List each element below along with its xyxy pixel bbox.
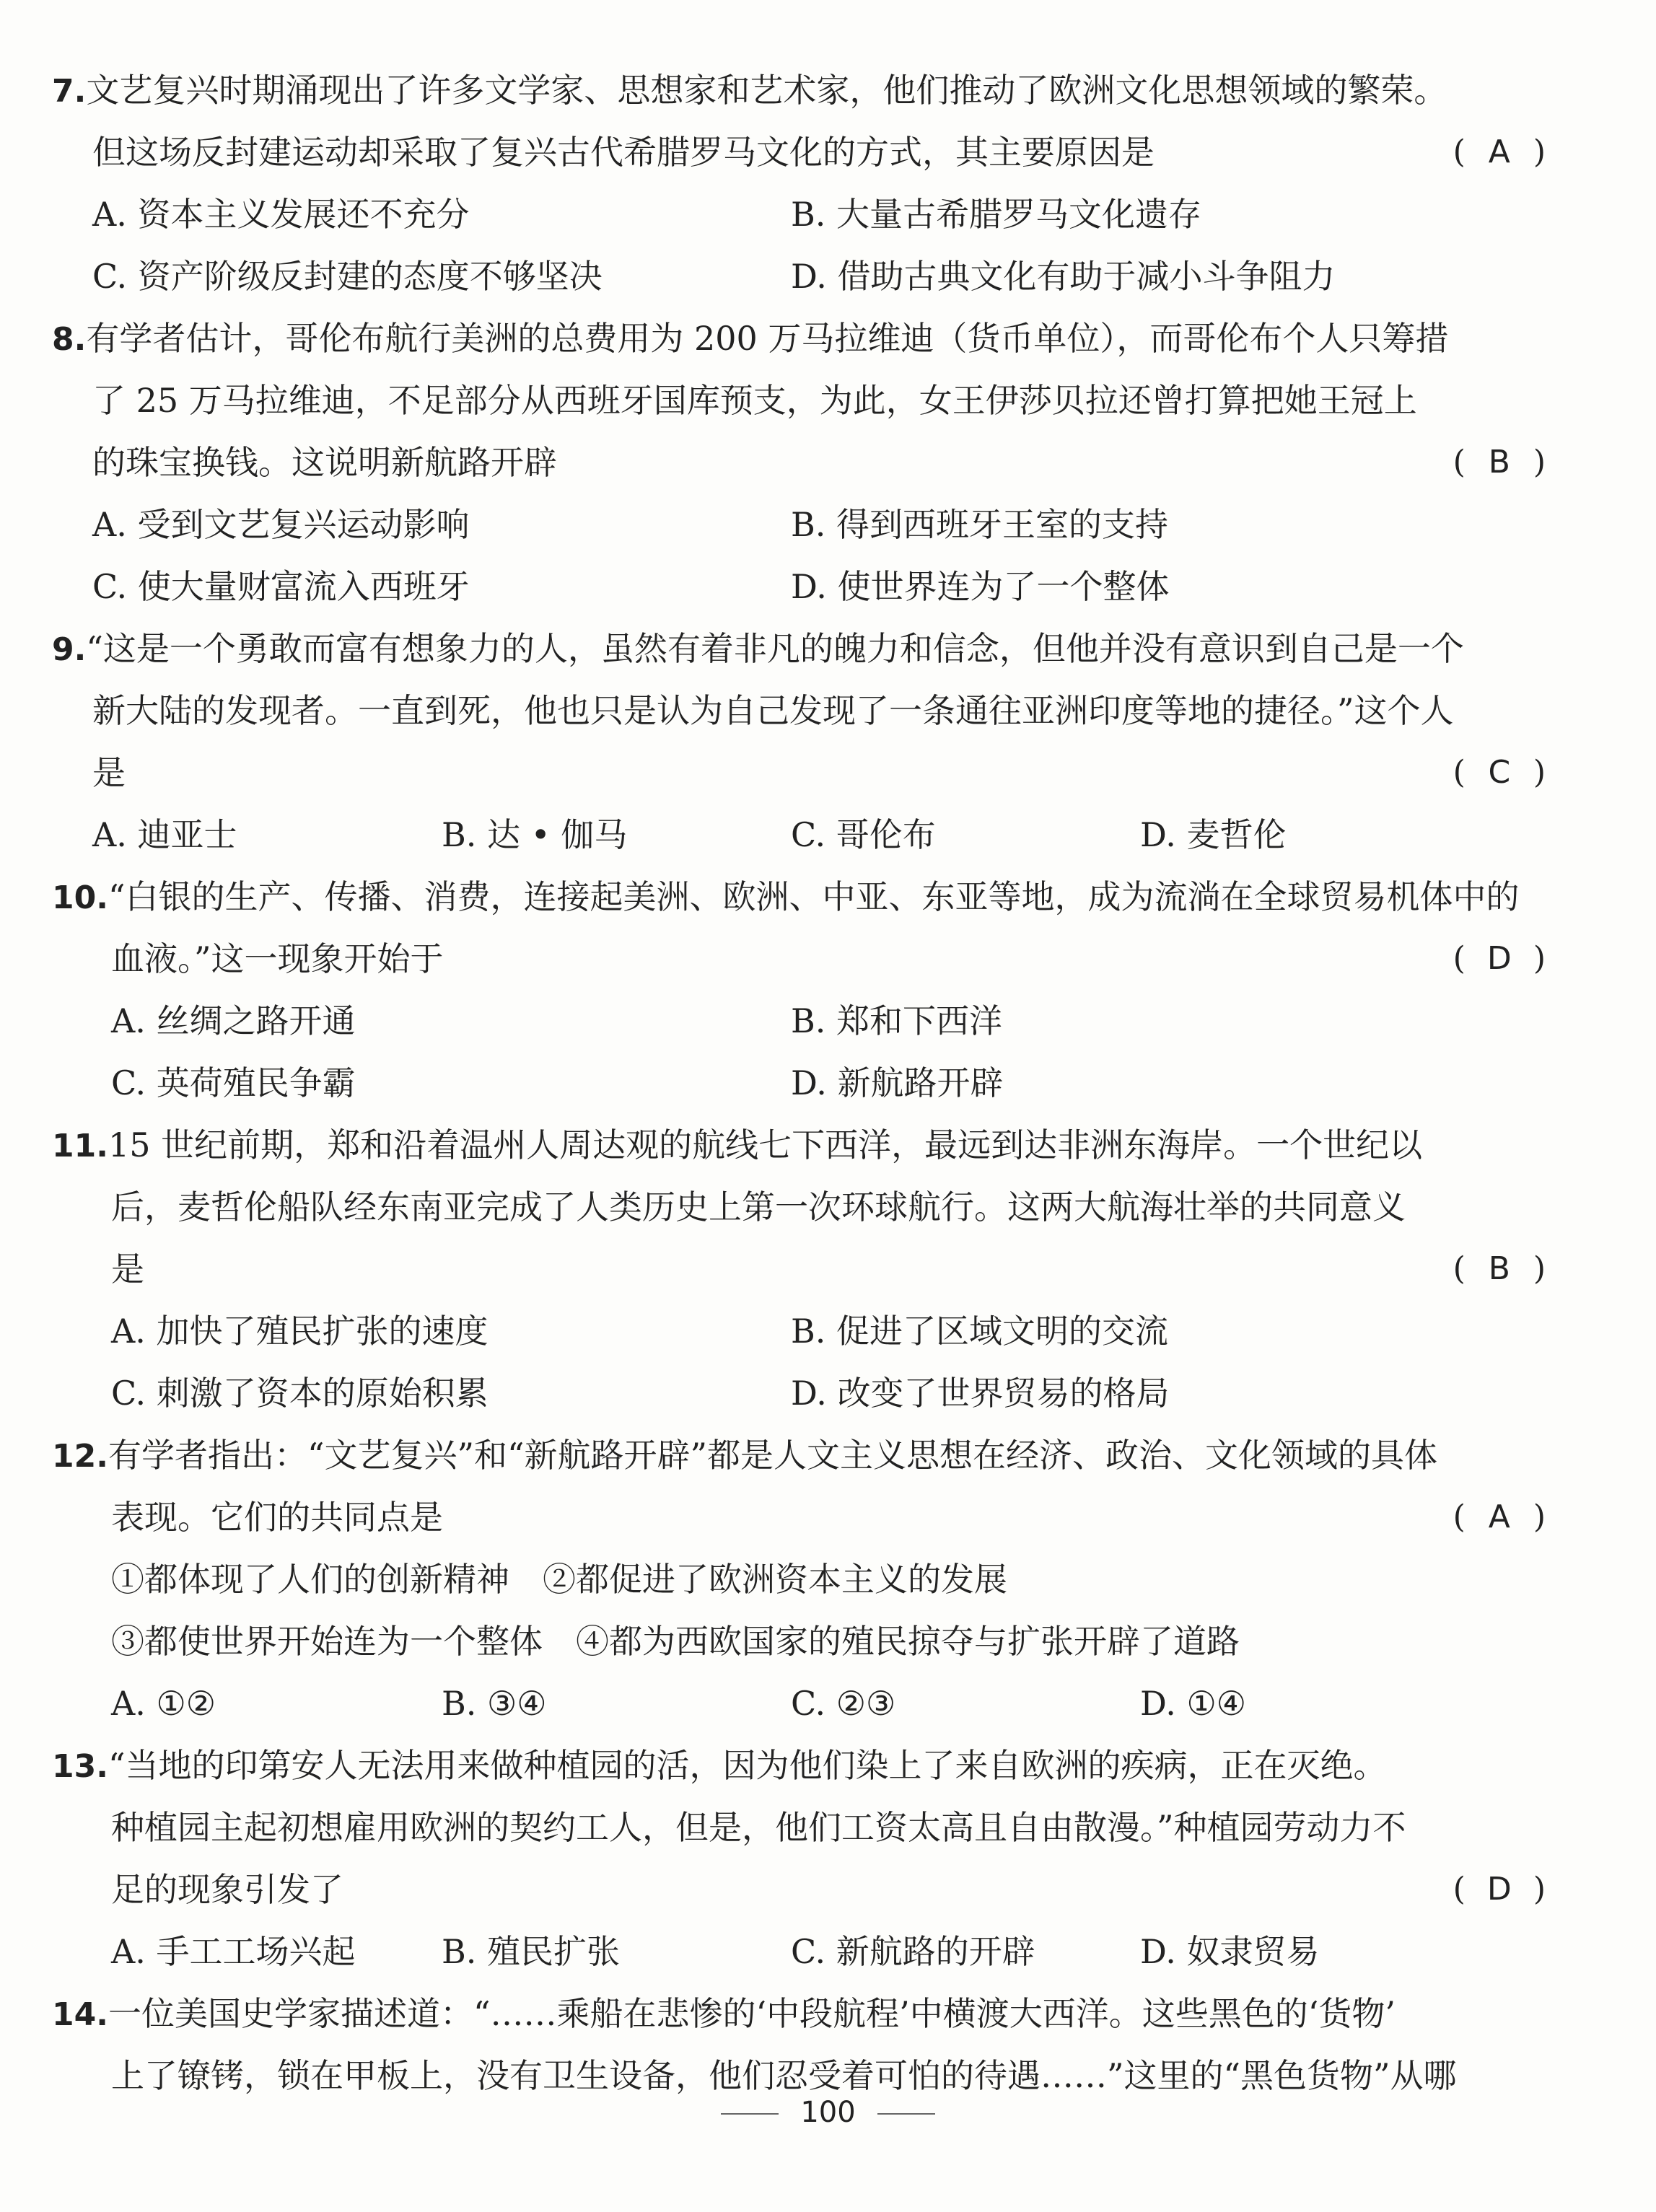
options-row xyxy=(111,990,1553,1052)
option-a: A. 迪亚士 xyxy=(92,815,237,854)
statement-line: ①都体现了人们的创新精神 ②都促进了欧洲资本主义的发展 xyxy=(111,1560,1007,1599)
question-text: 足的现象引发了 xyxy=(111,1870,343,1909)
question-number: 12. xyxy=(52,1438,108,1475)
question-text: 新大陆的发现者。一直到死，他也只是认为自己发现了一条通往亚洲印度等地的捷径。”这个人 xyxy=(92,691,1454,730)
options-row xyxy=(111,1672,1553,1734)
answer-value: B xyxy=(1488,444,1512,480)
question-text: 了 25 万马拉维迪，不足部分从西班牙国库预支，为此，女王伊莎贝拉还曾打算把她王冠上 xyxy=(92,381,1417,420)
answer-bracket: ( D ) xyxy=(1447,1858,1553,1921)
question-text: 后，麦哲伦船队经东南亚完成了人类历史上第一次环球航行。这两大航海壮举的共同意义 xyxy=(111,1188,1406,1226)
option-a: A. 加快了殖民扩张的速度 xyxy=(111,1312,489,1351)
option-d: D. 麦哲伦 xyxy=(1140,815,1287,854)
question-text: 有学者指出：“文艺复兴”和“新航路开辟”都是人文主义思想在经济、政治、文化领域的具体 xyxy=(108,1436,1438,1475)
option-c: C. 资产阶级反封建的态度不够坚决 xyxy=(92,257,603,296)
question-text: 上了镣铐，锁在甲板上，没有卫生设备，他们忍受着可怕的待遇……”这里的“黑色货物”从哪 xyxy=(111,2056,1457,2095)
option-b: B. 促进了区域文明的交流 xyxy=(791,1312,1169,1351)
question-line xyxy=(52,680,1553,742)
question-number: 13. xyxy=(52,1748,108,1785)
question-11 xyxy=(52,1114,1553,1424)
option-a: A. 丝绸之路开通 xyxy=(111,1001,356,1040)
option-c: C. ②③ xyxy=(791,1684,896,1723)
question-text: 种植园主起初想雇用欧洲的契约工人，但是，他们工资太高且自由散漫。”种植园劳动力不 xyxy=(111,1808,1406,1847)
answer-value: D xyxy=(1486,1871,1513,1908)
question-line xyxy=(52,1424,1553,1486)
option-d: D. ①④ xyxy=(1140,1684,1246,1723)
option-a: A. ①② xyxy=(111,1684,216,1723)
question-text: 有学者估计，哥伦布航行美洲的总费用为 200 万马拉维迪（货币单位），而哥伦布个人只筹措 xyxy=(86,319,1449,358)
question-line xyxy=(52,742,1553,804)
question-number: 8. xyxy=(52,321,87,358)
option-c: C. 英荷殖民争霸 xyxy=(111,1063,356,1102)
question-line xyxy=(52,1734,1553,1796)
option-d: D. 借助古典文化有助于减小斗争阻力 xyxy=(791,257,1336,296)
question-7 xyxy=(52,59,1553,307)
question-line xyxy=(52,1238,1553,1300)
question-text: 一位美国史学家描述道：“……乘船在悲惨的‘中段航程’中横渡大西洋。这些黑色的‘货物’ xyxy=(108,1994,1396,2033)
footer-rule-right xyxy=(877,2113,935,2115)
answer-bracket: ( A ) xyxy=(1447,1486,1553,1548)
option-c: C. 哥伦布 xyxy=(791,815,936,854)
question-line xyxy=(52,369,1553,431)
question-number: 11. xyxy=(52,1128,108,1164)
options-row xyxy=(92,804,1553,866)
options-row xyxy=(111,1052,1553,1114)
answer-bracket: ( C ) xyxy=(1447,742,1553,804)
answer-value: B xyxy=(1488,1250,1512,1287)
question-text: 但这场反封建运动却采取了复兴古代希腊罗马文化的方式，其主要原因是 xyxy=(92,133,1155,172)
footer-rule-left xyxy=(721,2113,779,2115)
options-row xyxy=(111,1921,1553,1983)
option-d: D. 新航路开辟 xyxy=(791,1063,1004,1102)
question-line xyxy=(52,866,1553,928)
question-line xyxy=(52,121,1553,183)
answer-value: A xyxy=(1488,133,1512,170)
option-d: D. 奴隶贸易 xyxy=(1140,1932,1320,1971)
option-c: C. 使大量财富流入西班牙 xyxy=(92,567,470,606)
question-text: 是 xyxy=(92,753,126,792)
question-line xyxy=(52,431,1553,493)
question-number: 10. xyxy=(52,879,108,916)
option-c: C. 新航路的开辟 xyxy=(791,1932,1035,1971)
question-text: 是 xyxy=(111,1250,144,1289)
answer-value: D xyxy=(1486,940,1513,977)
question-line xyxy=(52,1858,1553,1921)
question-number: 7. xyxy=(52,73,87,110)
question-14 xyxy=(52,1983,1553,2107)
option-b: B. 得到西班牙王室的支持 xyxy=(791,505,1169,544)
options-row xyxy=(111,1362,1553,1424)
answer-bracket: ( A ) xyxy=(1447,121,1553,183)
option-b: B. 大量古希腊罗马文化遗存 xyxy=(791,195,1202,234)
question-line xyxy=(52,1983,1553,2045)
question-line xyxy=(52,1114,1553,1176)
statement-line: ③都使世界开始连为一个整体 ④都为西欧国家的殖民掠夺与扩张开辟了道路 xyxy=(111,1622,1240,1661)
option-c: C. 刺激了资本的原始积累 xyxy=(111,1374,489,1413)
question-line xyxy=(52,1796,1553,1858)
option-a: A. 受到文艺复兴运动影响 xyxy=(92,505,470,544)
option-b: B. 殖民扩张 xyxy=(442,1932,621,1971)
question-number: 9. xyxy=(52,631,87,668)
question-number: 14. xyxy=(52,1996,108,2033)
question-line xyxy=(52,1176,1553,1238)
question-text: 血液。”这一现象开始于 xyxy=(111,939,444,978)
option-d: D. 使世界连为了一个整体 xyxy=(791,567,1170,606)
options-row xyxy=(92,183,1553,245)
question-line xyxy=(52,928,1553,990)
question-text: “白银的生产、传播、消费，连接起美洲、欧洲、中亚、东亚等地，成为流淌在全球贸易机体中的 xyxy=(108,877,1520,916)
answer-value: C xyxy=(1488,754,1512,791)
question-line xyxy=(52,1486,1553,1548)
page-footer xyxy=(0,2096,1656,2129)
option-b: B. ③④ xyxy=(442,1684,547,1723)
answer-bracket: ( B ) xyxy=(1447,1238,1553,1300)
question-text: 表现。它们的共同点是 xyxy=(111,1498,443,1537)
question-8 xyxy=(52,307,1553,618)
options-row xyxy=(92,493,1553,556)
question-text: 15 世纪前期，郑和沿着温州人周达观的航线七下西洋，最远到达非洲东海岸。一个世纪以 xyxy=(108,1125,1423,1164)
option-b: B. 郑和下西洋 xyxy=(791,1001,1003,1040)
page-number: 100 xyxy=(800,2096,856,2129)
option-b: B. 达 • 伽马 xyxy=(442,815,628,854)
question-line xyxy=(52,307,1553,369)
question-list xyxy=(52,59,1553,2107)
question-line xyxy=(52,59,1553,121)
options-row xyxy=(92,245,1553,307)
question-12 xyxy=(52,1424,1553,1734)
answer-bracket: ( B ) xyxy=(1447,431,1553,493)
option-a: A. 手工工场兴起 xyxy=(111,1932,356,1971)
question-text: “当地的印第安人无法用来做种植园的活，因为他们染上了来自欧洲的疾病，正在灭绝。 xyxy=(108,1746,1387,1785)
options-row xyxy=(111,1300,1553,1362)
option-a: A. 资本主义发展还不充分 xyxy=(92,195,470,234)
question-text: 的珠宝换钱。这说明新航路开辟 xyxy=(92,443,557,482)
options-row xyxy=(92,556,1553,618)
question-line xyxy=(52,618,1553,680)
answer-bracket: ( D ) xyxy=(1447,928,1553,990)
option-d: D. 改变了世界贸易的格局 xyxy=(791,1374,1170,1413)
question-13 xyxy=(52,1734,1553,1983)
question-text: 文艺复兴时期涌现出了许多文学家、思想家和艺术家，他们推动了欧洲文化思想领域的繁荣。 xyxy=(86,71,1447,110)
question-10 xyxy=(52,866,1553,1114)
answer-value: A xyxy=(1488,1498,1512,1535)
question-text: “这是一个勇敢而富有想象力的人，虽然有着非凡的魄力和信念，但他并没有意识到自己是一个 xyxy=(86,629,1464,668)
question-9 xyxy=(52,618,1553,866)
